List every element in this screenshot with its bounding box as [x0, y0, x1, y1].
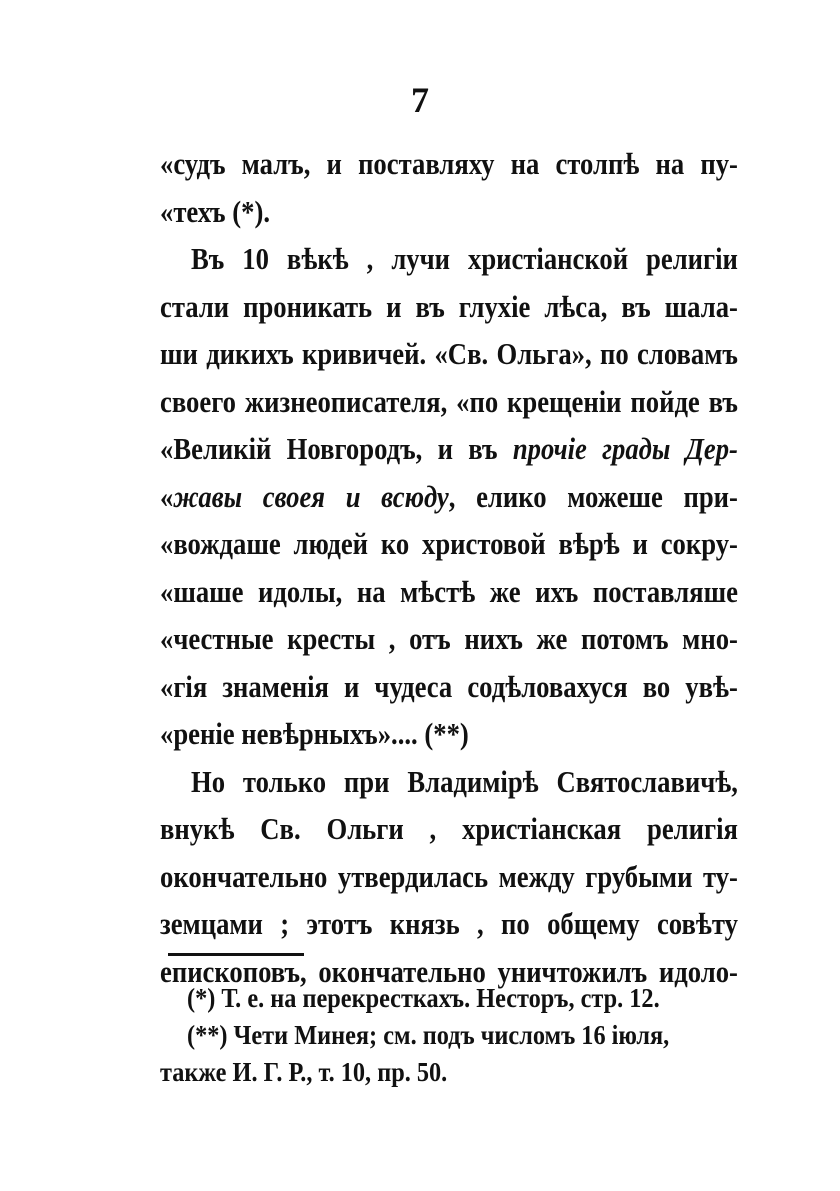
- text-line: «судъ малъ, и поставляху на столпѣ на пу-: [160, 146, 738, 181]
- text-line: «честные кресты , отъ нихъ же потомъ мно-: [160, 621, 738, 656]
- footnote-2: (**) Чети Минея; см. подъ числомъ 16 іюля,: [187, 1020, 670, 1050]
- text-segment: «Великій Новгородъ, и въ: [160, 431, 513, 466]
- page-number: 7: [411, 80, 429, 120]
- text-line: Но только при Владимірѣ Святославичѣ,: [190, 763, 738, 799]
- footnotes: [160, 980, 680, 1091]
- text-line: внукѣ Св. Ольги , христіанская религія: [160, 811, 738, 846]
- text-line: «гія знаменія и чудеса содѣловахуся во увѣ-: [160, 668, 738, 704]
- text-line: стали проникать и въ глухіе лѣса, въ шала-: [160, 288, 738, 324]
- text-line: земцами ; этотъ князь , по общему совѣту: [160, 906, 738, 941]
- italic-quote: жавы своея и всюду: [173, 478, 449, 514]
- text-line: «вождаше людей ко христовой вѣрѣ и сокру-: [160, 526, 738, 561]
- text-line: «техъ (*).: [160, 193, 270, 229]
- body-text: [160, 140, 738, 995]
- footnote-separator: [168, 953, 304, 956]
- text-line: [160, 473, 738, 521]
- italic-quote: прочіе грады Дер-: [512, 431, 738, 466]
- text-line: Въ 10 вѣкѣ , лучи христіанской религіи: [190, 241, 738, 276]
- text-line: епископовъ, окончательно уничтожилъ идоло-: [160, 953, 738, 989]
- text-segment: , елико можеше при-: [448, 478, 738, 514]
- text-line: окончательно утвердилась между грубыми ту-: [160, 858, 738, 894]
- footnote-1: (*) Т. е. на перекресткахъ. Несторъ, стр. 12.: [187, 983, 660, 1013]
- text-line: [160, 425, 738, 473]
- text-line: «реніе невѣрныхъ».... (**): [160, 716, 469, 751]
- text-segment: «: [160, 478, 174, 514]
- text-line: ши дикихъ кривичей. «Св. Ольга», по словамъ: [160, 336, 738, 371]
- text-line: своего жизнеописателя, «по крещеніи пойде въ: [160, 383, 738, 419]
- footnote-2-continuation: также И. Г. Р., т. 10, пр. 50.: [160, 1057, 448, 1087]
- text-line: «шаше идолы, на мѣстѣ же ихъ поставляше: [160, 573, 738, 609]
